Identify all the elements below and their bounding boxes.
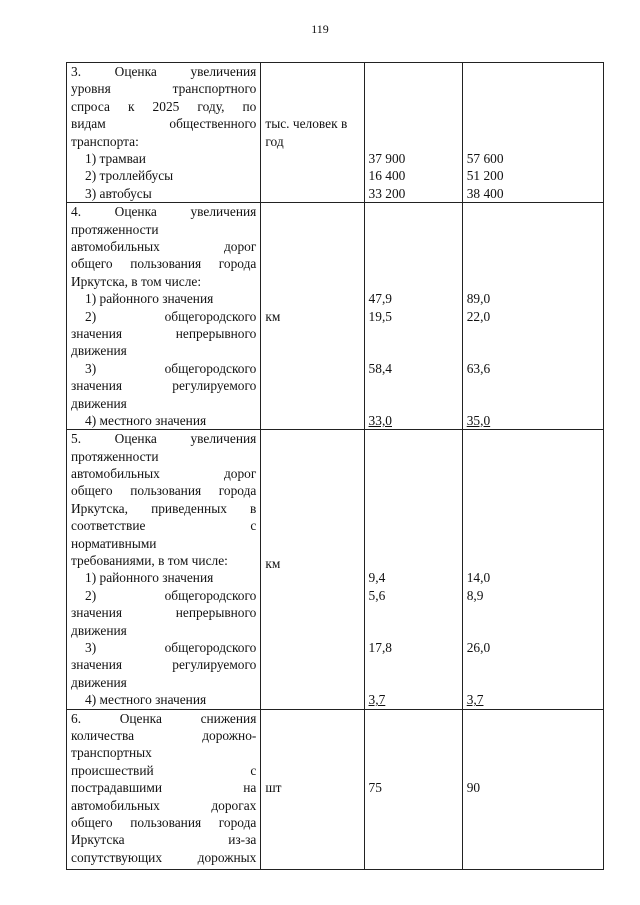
row-heading-line: автомобильных дорогах bbox=[71, 797, 257, 813]
value: 33 200 bbox=[368, 185, 406, 201]
page-number: 119 bbox=[311, 22, 329, 36]
value: 22,0 bbox=[466, 308, 491, 324]
row-heading-line: протяженности bbox=[71, 448, 159, 464]
row-heading-line: нормативными bbox=[71, 535, 157, 551]
value: 3,7 bbox=[368, 692, 386, 708]
row-item-label: 2) bbox=[85, 587, 97, 603]
row-item-label: значения непрерывного bbox=[71, 605, 257, 621]
row-heading-line: уровня транспортного bbox=[71, 81, 257, 97]
row-item-label: общегородского bbox=[164, 360, 257, 376]
row-heading-line: общего пользования города bbox=[71, 814, 257, 830]
row-item-label: движения bbox=[71, 622, 127, 638]
row-heading-line: автомобильных дорог bbox=[71, 238, 257, 254]
value: 3,7 bbox=[466, 692, 484, 708]
value: 75 bbox=[368, 780, 382, 796]
value: 38 400 bbox=[466, 185, 504, 201]
row-item-label: 3) автобусы bbox=[85, 185, 152, 201]
row-item-label: 1) районного значения bbox=[85, 291, 214, 307]
row-heading-line: количества дорожно- bbox=[71, 728, 257, 744]
row-item-label: 2) bbox=[85, 308, 97, 324]
row-heading-line: 3. Оценка увеличения bbox=[71, 64, 257, 79]
row-item-label: значения непрерывного bbox=[71, 325, 257, 341]
row-heading-line: протяженности bbox=[71, 221, 159, 237]
row-item-label: 3) bbox=[85, 640, 97, 656]
row-heading-line: общего пользования города bbox=[71, 483, 257, 499]
row-heading-line: автомобильных дорог bbox=[71, 466, 257, 482]
value-cell bbox=[364, 709, 462, 869]
row-heading-line: 4. Оценка увеличения bbox=[71, 204, 257, 220]
row-item-label: 3) bbox=[85, 360, 97, 376]
value: 89,0 bbox=[466, 291, 491, 307]
row-description bbox=[67, 709, 261, 869]
unit-cell bbox=[261, 203, 364, 430]
row-item-label: движения bbox=[71, 674, 127, 690]
value: 19,5 bbox=[368, 308, 392, 324]
row-heading-line: сопутствующих дорожных bbox=[71, 849, 257, 865]
row-item-label: общегородского bbox=[164, 587, 257, 603]
value: 5,6 bbox=[368, 587, 386, 603]
unit-label: шт bbox=[265, 780, 282, 796]
value: 26,0 bbox=[466, 640, 491, 655]
value: 47,9 bbox=[368, 291, 392, 307]
row-item-label: 4) местного значения bbox=[85, 412, 207, 428]
row-item-label: общегородского bbox=[164, 308, 257, 324]
row-heading-line: 5. Оценка увеличения bbox=[71, 431, 257, 447]
row-item-label: движения bbox=[71, 343, 127, 359]
value-cell bbox=[462, 63, 603, 203]
row-item-label: общегородского bbox=[164, 640, 257, 656]
unit-label: км bbox=[265, 308, 281, 324]
value-cell bbox=[462, 709, 603, 869]
value-cell bbox=[364, 203, 462, 430]
row-item-label: 4) местного значения bbox=[85, 692, 207, 708]
value-cell bbox=[462, 430, 603, 709]
row-heading-line: пострадавшими на bbox=[71, 780, 257, 796]
table-row bbox=[67, 709, 604, 869]
row-item-label: 1) районного значения bbox=[85, 570, 214, 586]
row-heading-line: требованиями, в том числе: bbox=[71, 553, 228, 569]
row-heading-line: транспортных bbox=[71, 745, 152, 761]
row-heading-line: общего пользования города bbox=[71, 256, 257, 272]
row-heading-line: происшествий с bbox=[71, 762, 257, 778]
value: 57 600 bbox=[466, 150, 504, 166]
row-heading-line: соответствие с bbox=[71, 518, 257, 534]
value: 17,8 bbox=[368, 640, 392, 655]
row-description bbox=[67, 203, 261, 430]
row-item-label: 2) троллейбусы bbox=[85, 168, 174, 184]
value: 8,9 bbox=[466, 587, 484, 603]
row-heading-line: Иркутска из-за bbox=[71, 832, 257, 848]
value: 51 200 bbox=[466, 168, 504, 184]
row-heading-line: Иркутска, в том числе: bbox=[71, 273, 202, 289]
unit-cell bbox=[261, 709, 364, 869]
value: 14,0 bbox=[466, 570, 491, 586]
unit-label: тыс. человек в bbox=[265, 116, 348, 132]
value: 33,0 bbox=[368, 412, 392, 428]
value: 63,6 bbox=[466, 360, 491, 376]
table-row bbox=[67, 63, 604, 203]
unit-cell bbox=[261, 63, 364, 203]
row-item-label: движения bbox=[71, 395, 127, 411]
value: 37 900 bbox=[368, 150, 406, 166]
value-cell bbox=[462, 203, 603, 430]
table-row bbox=[67, 430, 604, 709]
row-item-label: значения регулируемого bbox=[71, 378, 257, 394]
row-heading-line: видам общественного bbox=[71, 116, 257, 132]
value: 9,4 bbox=[368, 570, 386, 586]
row-heading-line: транспорта: bbox=[71, 133, 139, 149]
unit-label: км bbox=[265, 556, 281, 572]
row-item-label: значения регулируемого bbox=[71, 657, 257, 673]
table-row bbox=[67, 203, 604, 430]
unit-cell bbox=[261, 430, 364, 709]
value: 58,4 bbox=[368, 360, 392, 376]
row-item-label: 1) трамваи bbox=[85, 150, 146, 166]
value: 90 bbox=[466, 780, 481, 796]
row-description bbox=[67, 63, 261, 203]
row-heading-line: Иркутска, приведенных в bbox=[71, 500, 257, 516]
indicators-table bbox=[66, 62, 604, 870]
value-cell bbox=[364, 430, 462, 709]
value: 16 400 bbox=[368, 168, 406, 184]
value-cell bbox=[364, 63, 462, 203]
row-description bbox=[67, 430, 261, 709]
unit-label: год bbox=[265, 133, 284, 149]
value: 35,0 bbox=[466, 412, 491, 428]
row-heading-line: спроса к 2025 году, по bbox=[71, 98, 257, 114]
row-heading-line: 6. Оценка снижения bbox=[71, 710, 257, 726]
